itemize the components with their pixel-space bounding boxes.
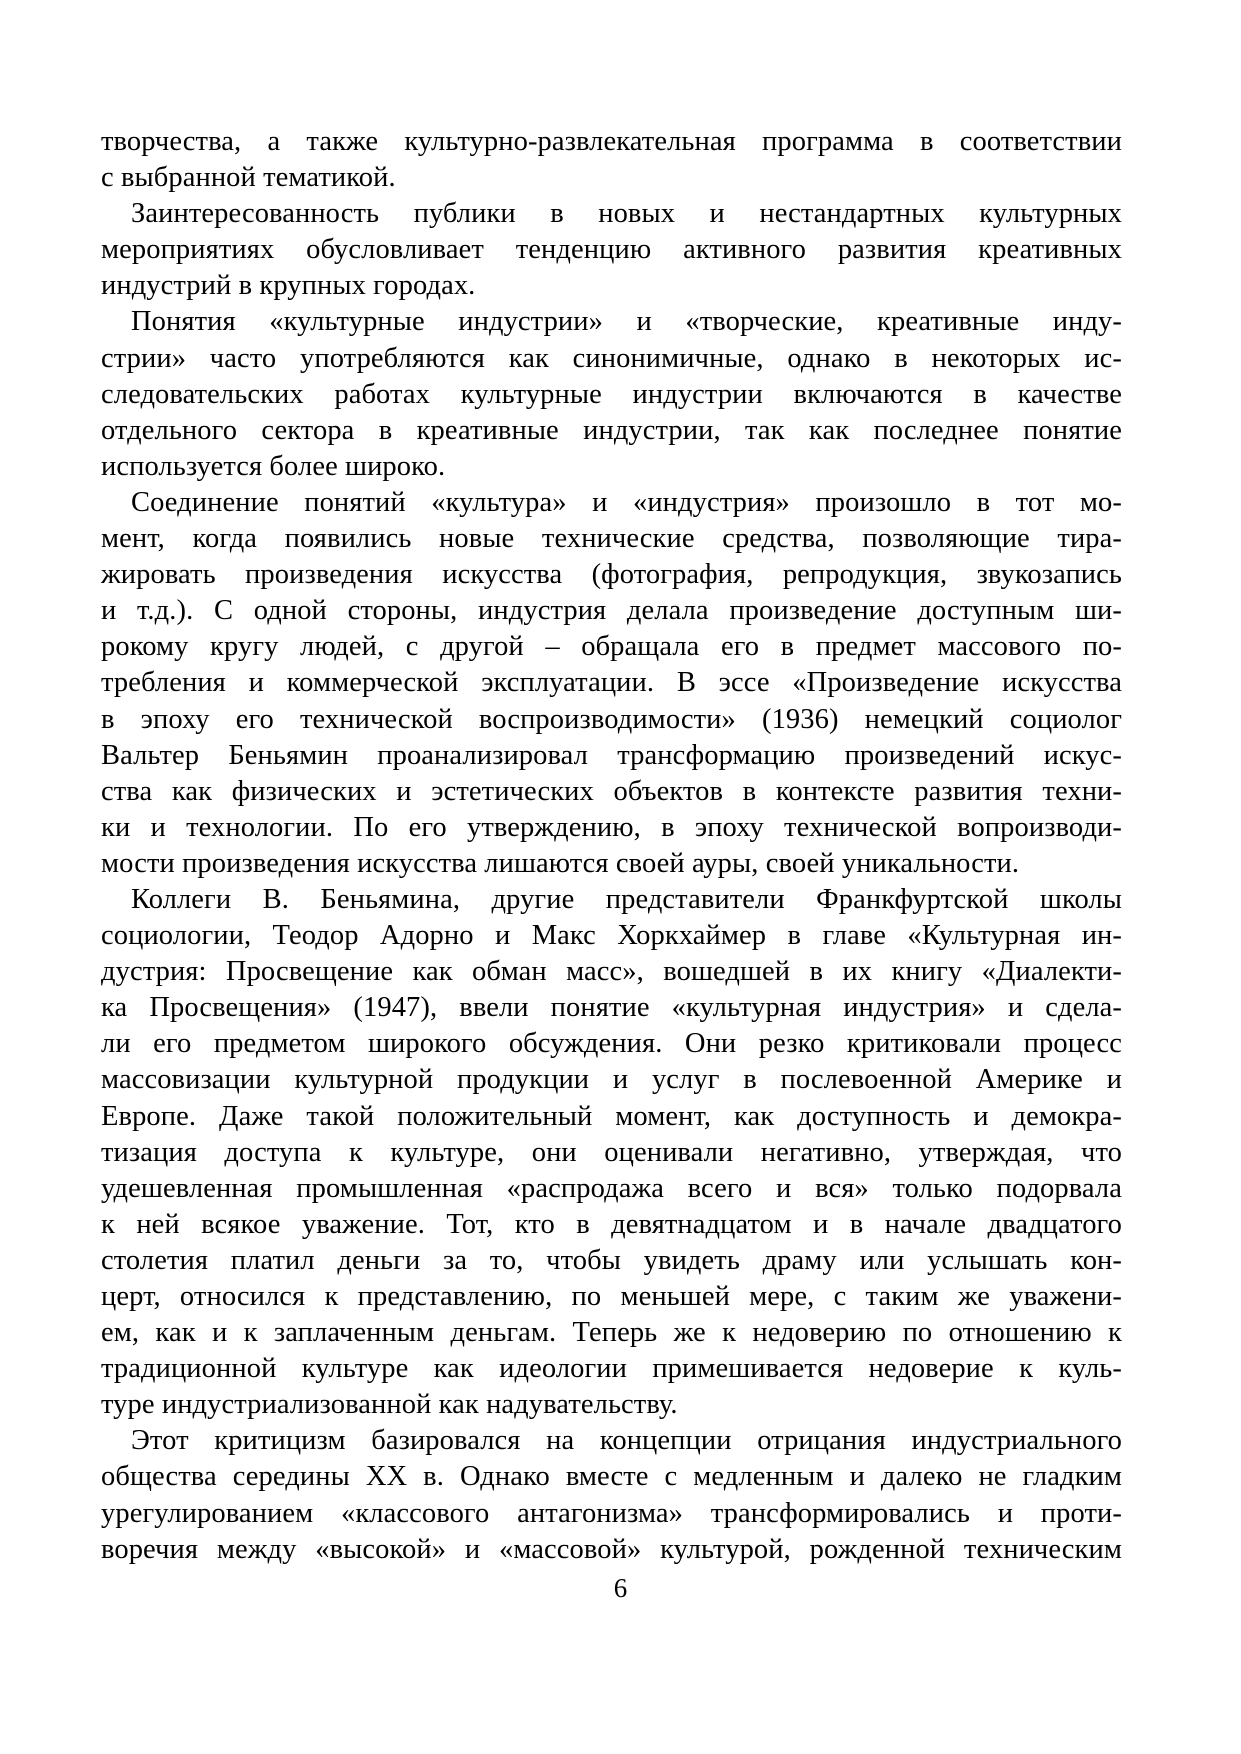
text-line: социологии, Теодор Адорно и Макс Хоркхаймер в главе «Культурная ин-: [101, 920, 1122, 952]
text-line: мент, когда появились новые технические средства, позволяющие тира-: [101, 523, 1122, 555]
text-line: Заинтересованность публики в новых и нестандартных культурных: [131, 198, 1122, 230]
text-line: Вальтер Беньямин проанализировал трансформацию произведений искус-: [101, 739, 1122, 771]
text-line: ли его предметом широкого обсуждения. Они резко критиковали процесс: [101, 1028, 1122, 1060]
text-line: используется более широко.: [101, 450, 446, 482]
text-line: ства как физических и эстетических объектов в контексте развития техни-: [101, 775, 1122, 807]
text-line: Этот критицизм базировался на концепции отрицания индустриального: [131, 1425, 1122, 1457]
text-line: творчества, а также культурно-развлекательная программа в соответствии: [101, 126, 1122, 157]
text-line: требления и коммерческой эксплуатации. В эссе «Произведение искусства: [101, 667, 1122, 699]
text-line: Коллеги В. Беньямина, другие представители Франкфуртской школы: [131, 883, 1122, 915]
text-line: и т.д.). С одной стороны, индустрия делала произведение доступным ши-: [101, 595, 1122, 627]
text-line: церт, относился к представлению, по меньшей мере, с таким же уважени-: [101, 1281, 1122, 1312]
text-line: жировать произведения искусства (фотография, репродукция, звукозапись: [101, 559, 1122, 591]
text-line: отдельного сектора в креативные индустрии, так как последнее понятие: [101, 414, 1122, 446]
text-line: мости произведения искусства лишаются своей ауры, своей уникальности.: [101, 847, 1020, 879]
text-line: стрии» часто употребляются как синонимичные, однако в некоторых ис-: [101, 342, 1122, 374]
text-line: туре индустриализованной как надувательству.: [101, 1389, 678, 1421]
text-line: дустрия: Просвещение как обман масс», вошедшей в их книгу «Диалекти-: [101, 956, 1122, 988]
text-line: рокому кругу людей, с другой – обращала его в предмет массового по-: [101, 631, 1122, 663]
paragraph: [101, 124, 1122, 196]
text-line: Соединение понятий «культура» и «индустрия» произошло в тот мо-: [131, 486, 1122, 518]
page-number: 6: [613, 1573, 628, 1603]
text-line: Понятия «культурные индустрии» и «творческие, креативные инду-: [131, 306, 1122, 338]
paragraph: [101, 882, 1122, 1423]
body-text: [101, 124, 1122, 1568]
text-line: удешевленная промышленная «распродажа всего и вся» только подорвала: [101, 1172, 1122, 1204]
text-line: Европе. Даже такой положительный момент, как доступность и демокра-: [101, 1100, 1122, 1132]
paragraph: [101, 304, 1122, 484]
paragraph: [101, 1423, 1122, 1567]
text-line: в эпоху его технической воспроизводимости» (1936) немецкий социолог: [101, 703, 1122, 735]
text-line: следовательских работах культурные индустрии включаются в качестве: [101, 378, 1122, 410]
text-line: массовизации культурной продукции и услуг в послевоенной Америке и: [101, 1064, 1122, 1096]
text-line: ки и технологии. По его утверждению, в эпоху технической вопроизводи-: [101, 811, 1122, 843]
text-line: индустрий в крупных городах.: [101, 270, 476, 302]
text-line: урегулированием «классового антагонизма» трансформировались и проти-: [101, 1497, 1122, 1529]
text-line: к ней всякое уважение. Тот, кто в девятнадцатом и в начале двадцатого: [101, 1208, 1122, 1240]
text-line: ем, как и к заплаченным деньгам. Теперь же к недоверию по отношению к: [101, 1317, 1122, 1349]
text-line: традиционной культуре как идеологии примешивается недоверие к куль-: [101, 1353, 1122, 1385]
text-line: ка Просвещения» (1947), ввели понятие «культурная индустрия» и сдела-: [101, 992, 1122, 1024]
text-line: общества середины ХХ в. Однако вместе с медленным и далеко не гладким: [101, 1461, 1122, 1493]
text-line: воречия между «высокой» и «массовой» культурой, рожденной техническим: [101, 1533, 1122, 1565]
text-line: столетия платил деньги за то, чтобы увидеть драму или услышать кон-: [101, 1244, 1122, 1276]
text-line: с выбранной тематикой.: [101, 162, 396, 194]
text-line: тизация доступа к культуре, они оценивали негативно, утверждая, что: [101, 1136, 1122, 1168]
text-line: мероприятиях обусловливает тенденцию активного развития креативных: [101, 234, 1122, 266]
paragraph: [101, 485, 1122, 882]
paragraph: [101, 196, 1122, 304]
